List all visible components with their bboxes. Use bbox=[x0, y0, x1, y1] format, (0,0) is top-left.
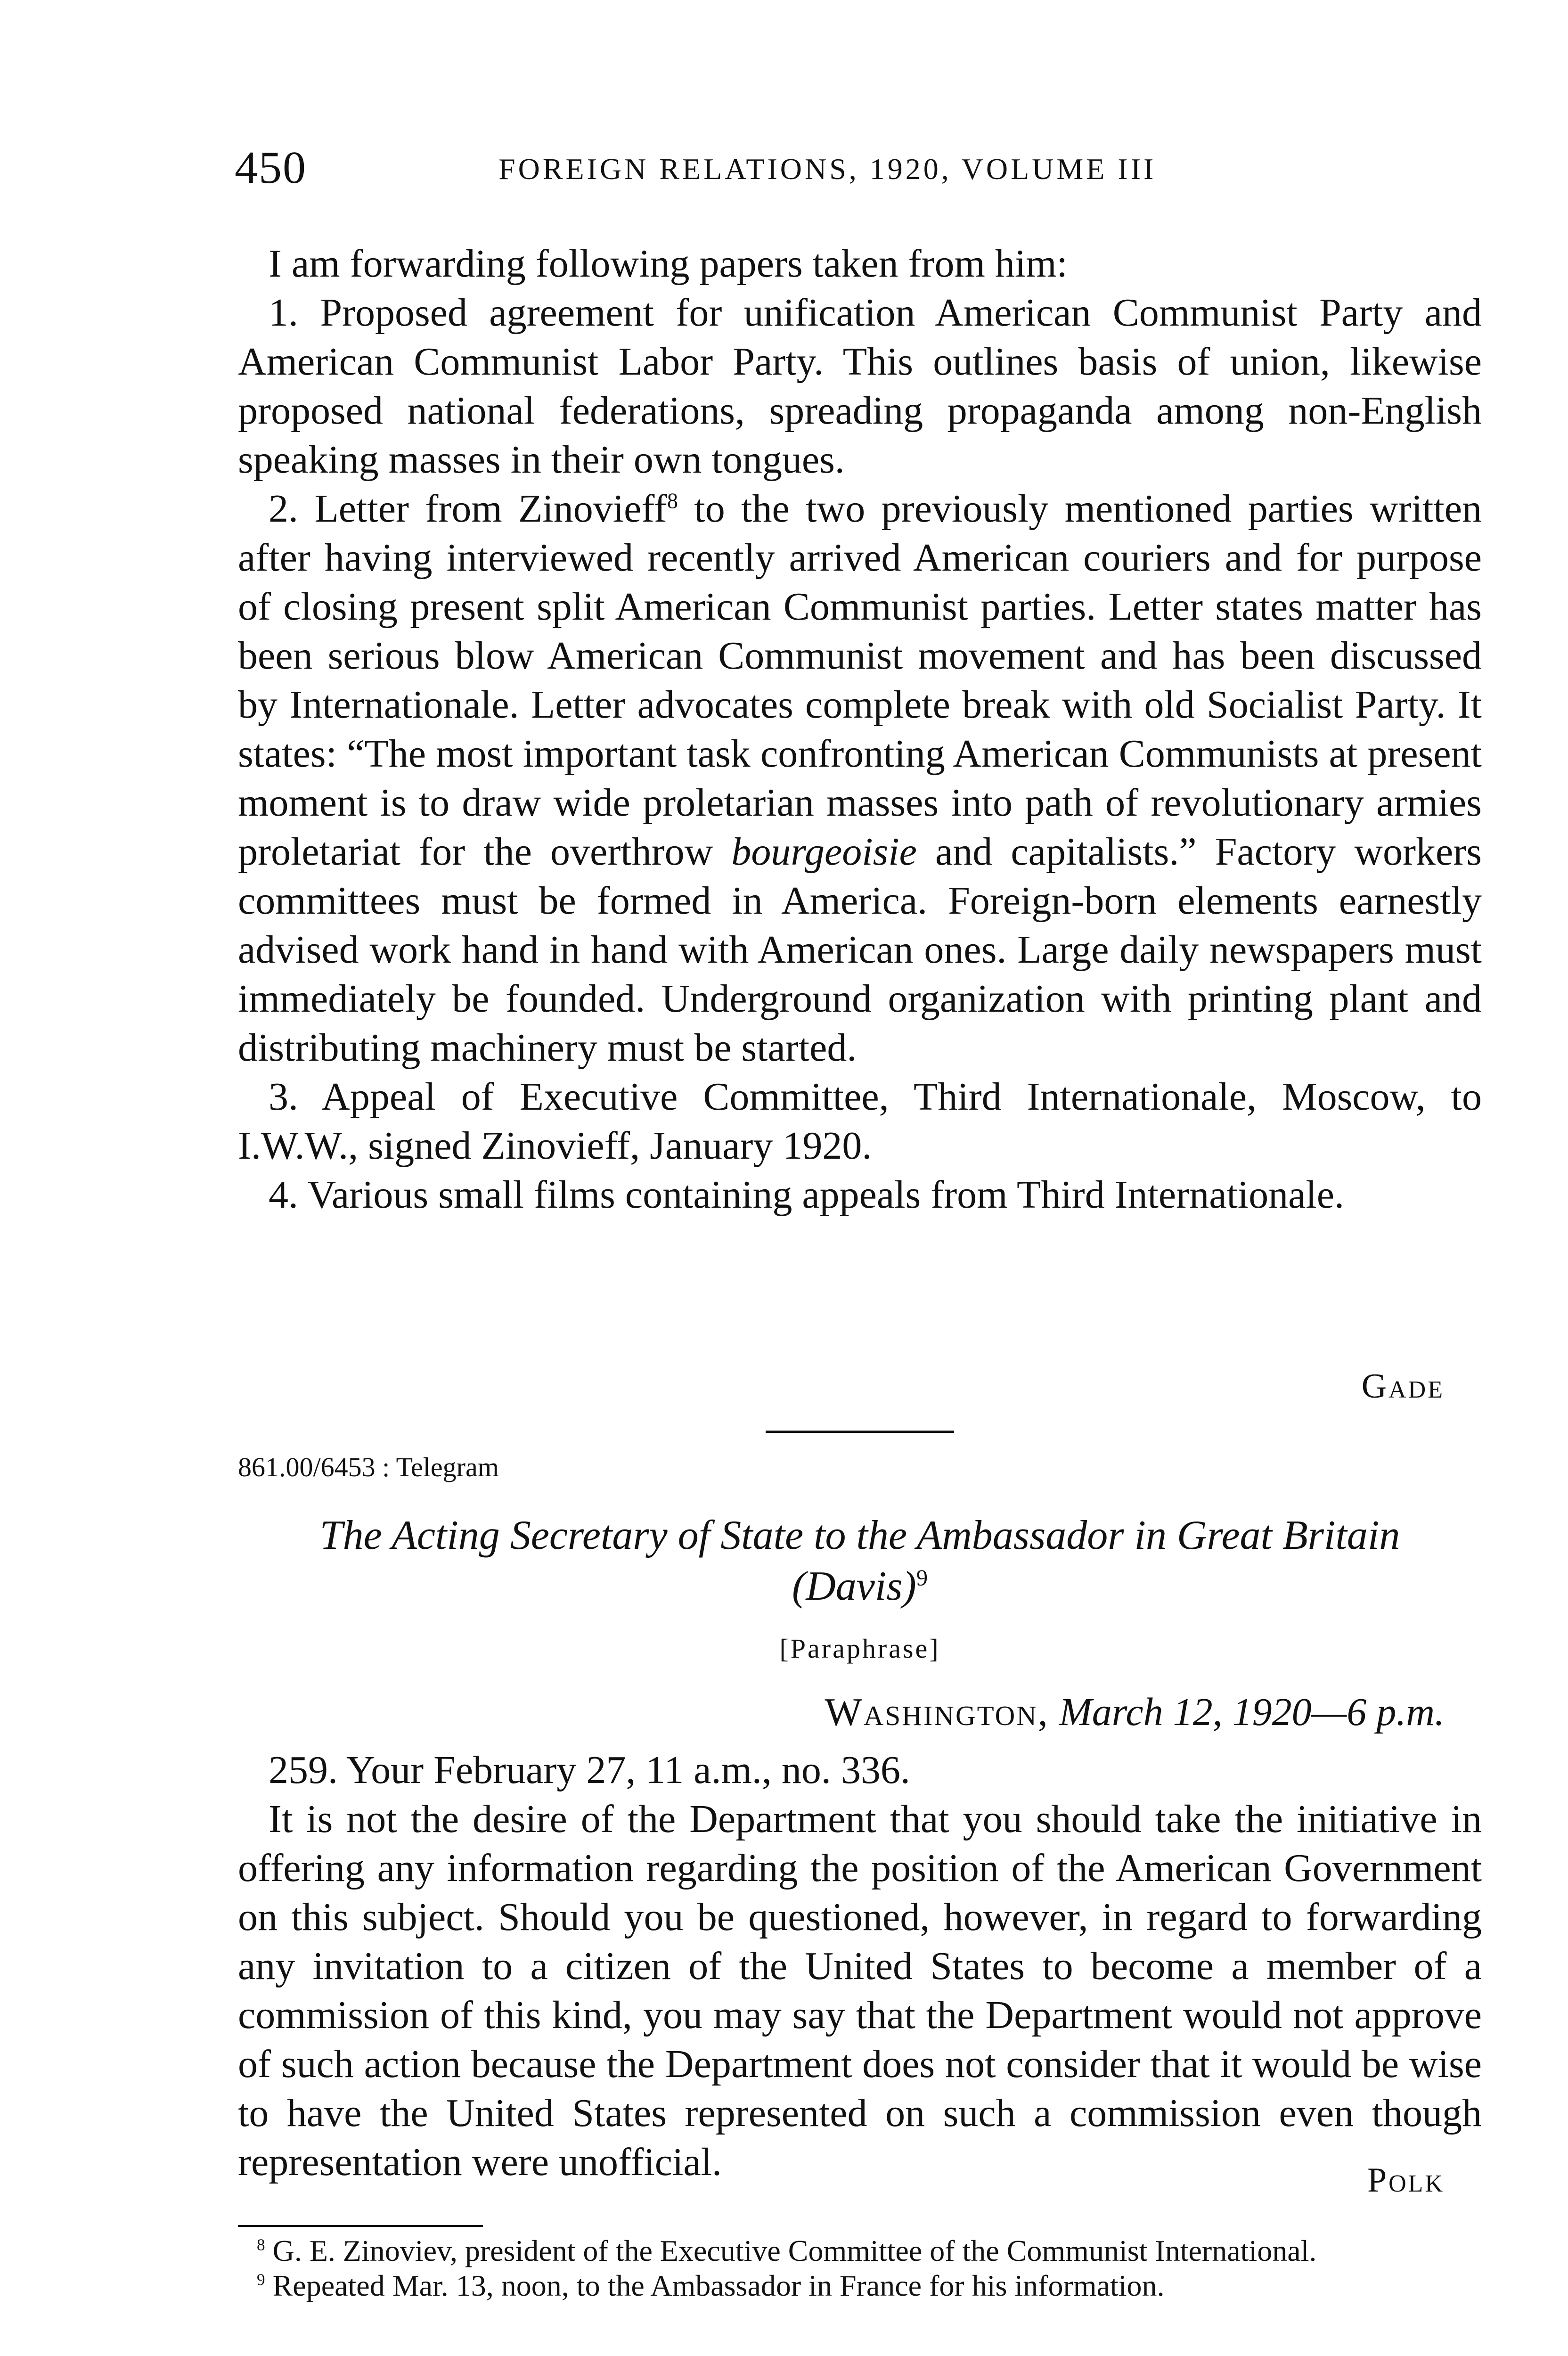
file-reference: 861.00/6453 : Telegram bbox=[238, 1452, 499, 1482]
item-1-paragraph: 1. Proposed agreement for unification American Communist Party and American Communist Labor Party. This outlines basis of union, likewise proposed national federations, spreading propaganda among non-English speaking masses in their own tongues. bbox=[238, 291, 1482, 482]
footnotes bbox=[238, 2233, 1482, 2303]
item-2-italic-word: bourgeoisie bbox=[731, 830, 917, 874]
item-4-paragraph: 4. Various small films containing appeals from Third Internationale. bbox=[269, 1173, 1345, 1217]
page-header bbox=[235, 141, 1478, 203]
title-line-2: (Davis)$^9$ bbox=[792, 1563, 928, 1609]
item-3-paragraph: 3. Appeal of Executive Committee, Third Internationale, Moscow, to I.W.W., signed Zinovieff, January 1920. bbox=[238, 1075, 1482, 1168]
dateline-date: March 12, 1920—6 p.m. bbox=[1059, 1690, 1445, 1734]
footnote-8: $^8$ G. E. Zinoviev, president of the Executive Committee of the Communist International. bbox=[257, 2234, 1317, 2267]
footnote-rule bbox=[238, 2225, 483, 2227]
page-number: 450 bbox=[235, 142, 307, 193]
item-2-lead: 2. Letter from Zinovieff bbox=[269, 487, 667, 531]
title-line-1: The Acting Secretary of State to the Ambassador in Great Britain bbox=[319, 1513, 1400, 1558]
footnote-ref-9: 9 bbox=[916, 1565, 928, 1591]
signature-polk: Polk bbox=[1367, 2161, 1445, 2200]
second-document-body bbox=[238, 1746, 1482, 2187]
instruction-paragraph: It is not the desire of the Department that you should take the initiative in offering any information regarding the position of the American Government on this subject. Should you be questioned, however, in regard to forwarding any invitation to a citizen of the United States to become a member of a commission of this kind, you may say that the Department would not approve of such action because the Department does not consider that it would be wise to have the United States represented on such a commission even though representation were unofficial. bbox=[238, 1797, 1482, 2184]
reference-paragraph: 259. Your February 27, 11 a.m., no. 336. bbox=[269, 1748, 910, 1792]
first-document-body bbox=[238, 239, 1482, 1219]
running-title: FOREIGN RELATIONS, 1920, VOLUME III bbox=[498, 152, 1157, 186]
section-divider bbox=[766, 1431, 954, 1433]
paraphrase-label: [Paraphrase] bbox=[779, 1633, 940, 1664]
item-2-paragraph bbox=[238, 484, 1482, 1072]
dateline-place: Washington, bbox=[825, 1690, 1049, 1734]
intro-paragraph: I am forwarding following papers taken from him: bbox=[269, 242, 1068, 286]
item-2-text-a: to the two previously mentioned parties written after having interviewed recently arrived American couriers and for purpose of closing present split American Communist parties. Letter states matter has been serious blow American Communist movement and has been discussed by Internationale. Letter advocates complete break with old Socialist Party. It states: “The most important task confronting American Communists at present moment is to draw wide proletarian masses into path of revolutionary armies proletariat for the overthrow bbox=[238, 487, 1482, 874]
footnote-ref-8: 8 bbox=[667, 489, 678, 513]
signature-gade: Gade bbox=[1361, 1367, 1445, 1406]
document-title bbox=[238, 1510, 1482, 1612]
item-2-text-b: and capitalists.” Factory workers committees must be formed in America. Foreign-born elements earnestly advised work hand in hand with American ones. Large daily newspapers must immediately be founded. Underground organization with printing plant and distributing machinery must be started. bbox=[238, 830, 1482, 1070]
footnote-9: $^9$ Repeated Mar. 13, noon, to the Ambassador in France for his information. bbox=[257, 2269, 1165, 2302]
dateline bbox=[825, 1689, 1445, 1735]
